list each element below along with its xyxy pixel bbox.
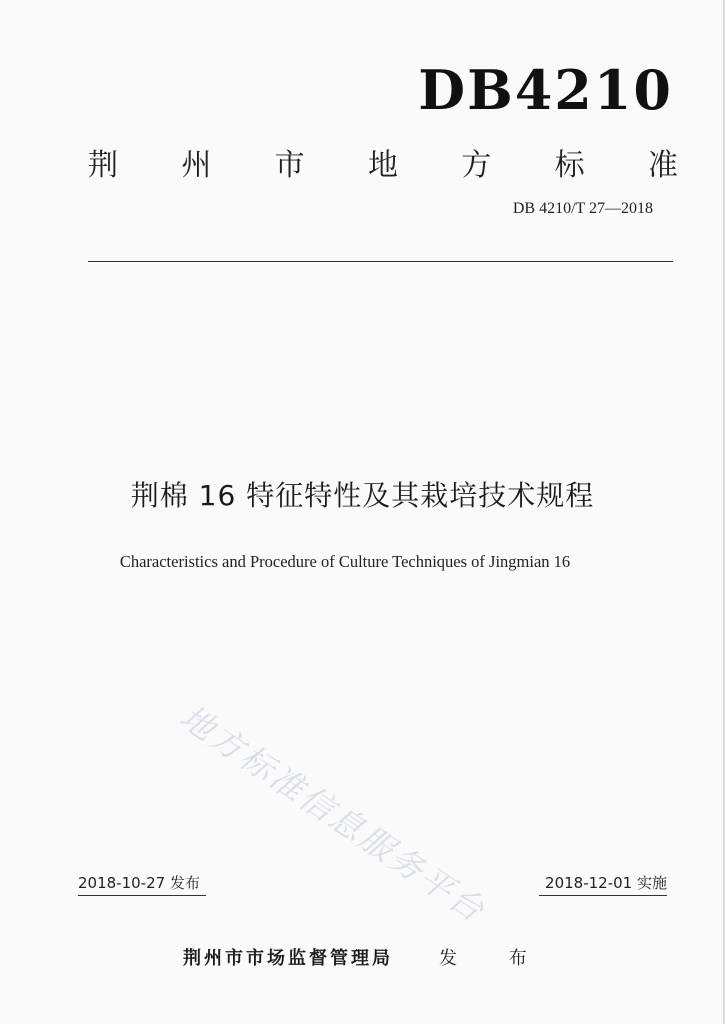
series-char: 市: [274, 148, 305, 183]
series-char: 方: [461, 148, 492, 183]
document-title-en: Characteristics and Procedure of Culture Techniques of Jingmian 16: [119, 552, 571, 571]
series-char: 准: [647, 148, 678, 183]
publish-label: 发 布: [439, 948, 535, 969]
issuer-line: [183, 944, 535, 970]
document-title-zh: 荆棉 16 特征特性及其栽培技术规程: [130, 479, 595, 512]
series-char: 地: [367, 148, 398, 183]
issuer-name: 荆州市市场监督管理局: [183, 948, 393, 969]
series-char: 标: [554, 148, 585, 183]
issue-date: 2018-10-27 发布: [78, 872, 206, 896]
header-divider: [88, 261, 673, 262]
series-char: 州: [181, 148, 212, 183]
watermark: 地方标准信息服务平台: [172, 696, 494, 931]
standard-number: DB 4210/T 27—2018: [512, 200, 653, 217]
implementation-date: 2018-12-01 实施: [539, 872, 667, 896]
standard-series-title: [88, 140, 678, 184]
standard-code: DB4210: [418, 58, 673, 122]
series-char: 荆: [88, 148, 118, 183]
